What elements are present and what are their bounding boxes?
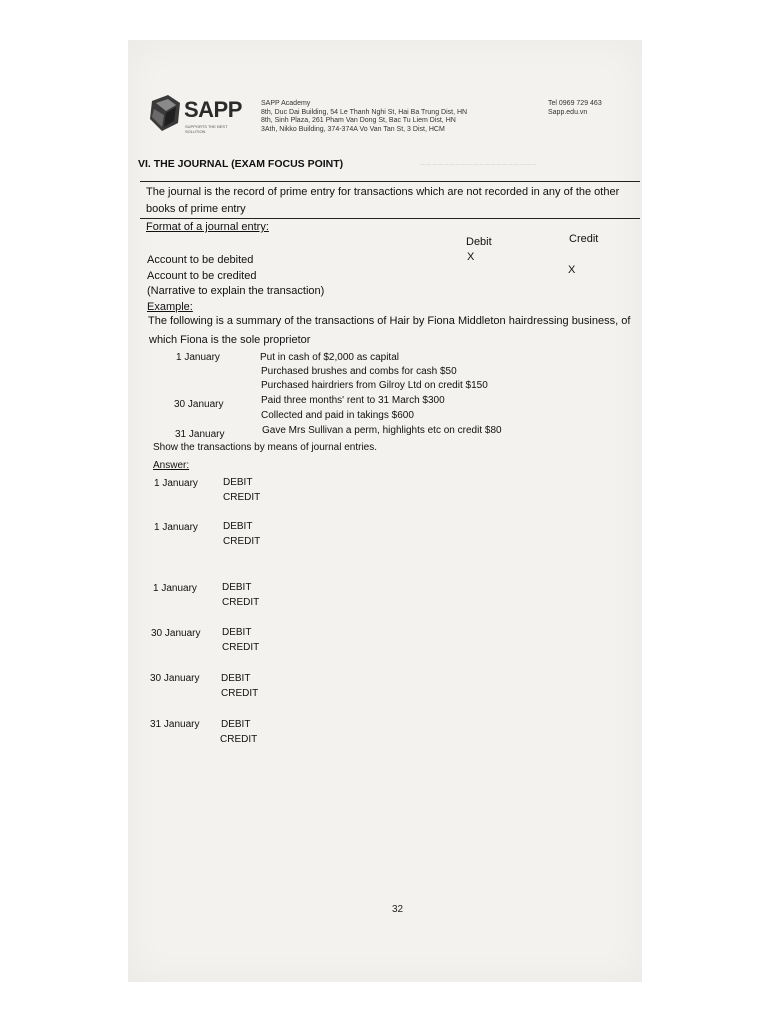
org-name: SAPP Academy [261,100,311,107]
definition-line: The journal is the record of prime entry for transactions which are not recorded in any of the other [146,186,620,198]
contact-block [548,99,602,117]
debit-mark: X [467,251,475,263]
example-intro: The following is a summary of the transactions of Hair by Fiona Middleton hairdressing business, of [148,315,631,327]
entry-credit: CREDIT [221,688,259,699]
example-intro: which Fiona is the sole proprietor [149,334,311,346]
answer-title: Answer: [153,460,190,471]
entry-date: 1 January [153,583,197,594]
credit-mark: X [568,264,576,276]
definition-bottom-rule [140,218,640,219]
transaction-text: Purchased brushes and combs for cash $50 [261,366,457,377]
definition-top-rule [140,181,640,182]
logo-wordmark: SAPP [184,97,242,122]
address-line: 3Ath, Nikko Building, 374-374A Vo Van Tan St, 3 Dist, HCM [261,125,445,133]
phone-number: Tel 0969 729 463 [548,100,602,107]
transaction-text: Paid three months' rent to 31 March $300 [261,395,445,406]
entry-credit: CREDIT [222,597,260,608]
narrative-line: (Narrative to explain the transaction) [147,285,325,297]
row-debit-account: Account to be debited [147,254,254,266]
website: Sapp.edu.vn [548,109,588,116]
entry-debit: DEBIT [221,673,251,684]
sapp-logo [148,93,242,135]
entry-date: 1 January [154,478,198,489]
transaction-date: 1 January [176,352,220,363]
entry-credit: CREDIT [223,536,261,547]
entry-debit: DEBIT [223,477,253,488]
logo-tagline: SUPPORTS THE BEST SOLUTION [185,124,228,134]
entry-date: 30 January [150,673,200,684]
instruction-text: Show the transactions by means of journal entries. [153,442,378,453]
row-credit-account: Account to be credited [147,270,257,282]
entry-credit: CREDIT [220,734,258,745]
transaction-date: 31 January [175,429,225,440]
bleed-through-text: ~~~~~~~~~~~~~~~~~~~~ [420,160,537,171]
logo-mark-icon [148,93,184,133]
address-line: 8th, Duc Dai Building, 54 Le Thanh Nghi St, Hai Ba Trung Dist, HN [261,108,468,116]
column-credit: Credit [569,233,599,245]
page-number: 32 [392,904,404,915]
entry-debit: DEBIT [223,521,253,532]
example-title: Example: [147,301,193,313]
entry-debit: DEBIT [222,627,252,638]
transaction-text: Purchased hairdriers from Gilroy Ltd on credit $150 [261,380,488,391]
entry-date: 1 January [154,522,198,533]
column-debit: Debit [466,236,492,248]
address-line: 8th, Sinh Plaza, 261 Pham Van Dong St, Bac Tu Liem Dist, HN [261,117,456,124]
entry-credit: CREDIT [223,492,261,503]
entry-debit: DEBIT [221,719,251,730]
entry-credit: CREDIT [222,642,260,653]
entry-date: 31 January [150,719,200,730]
section-title: VI. THE JOURNAL (EXAM FOCUS POINT) [138,158,344,170]
transaction-text: Put in cash of $2,000 as capital [260,352,399,363]
definition-line: books of prime entry [146,203,246,215]
transaction-text: Gave Mrs Sullivan a perm, highlights etc on credit $80 [262,425,502,436]
transaction-date: 30 January [174,399,224,410]
transaction-text: Collected and paid in takings $600 [261,410,414,421]
format-title: Format of a journal entry: [146,221,269,233]
entry-date: 30 January [151,628,201,639]
address-block [261,100,467,134]
entry-debit: DEBIT [222,582,252,593]
